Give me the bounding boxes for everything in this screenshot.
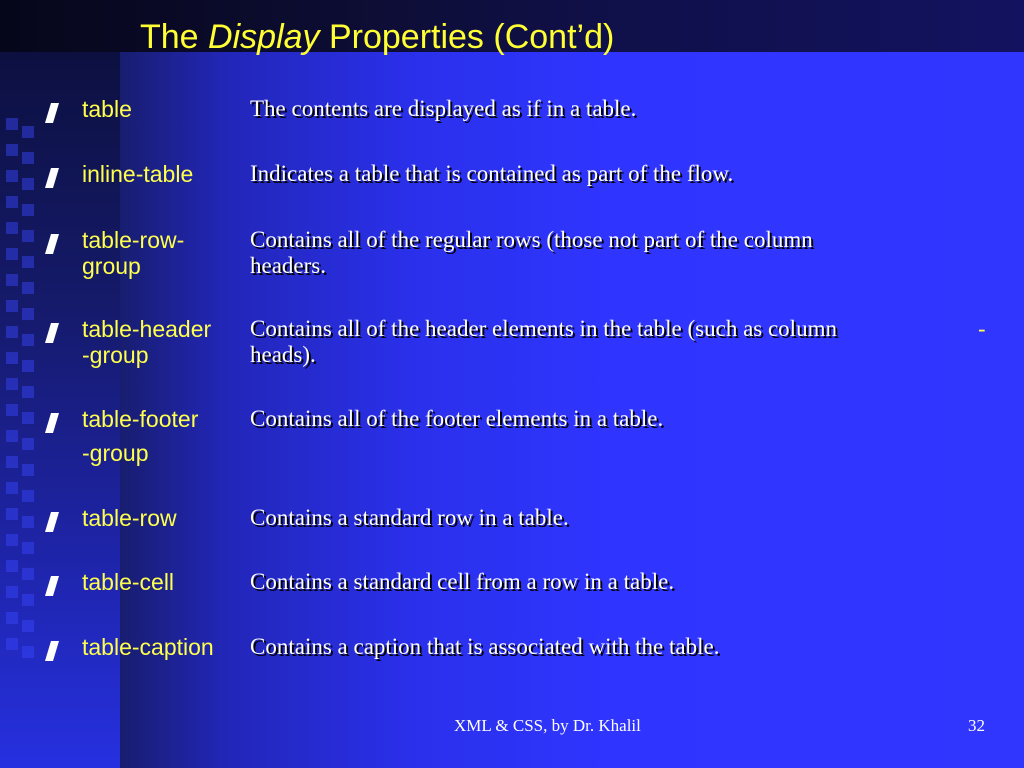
property-description: Contains all of the footer elements in a table. [250, 406, 664, 431]
slanted-bar-bullet-icon [44, 233, 62, 255]
page-number: 32 [968, 716, 985, 735]
property-description: Contains a standard cell from a row in a table. [250, 569, 675, 594]
property-term: table-footer -group [82, 406, 199, 466]
property-term: table-cell [82, 569, 175, 595]
property-term: table-row- group [82, 227, 185, 279]
slanted-bar-bullet-icon [44, 640, 62, 662]
slanted-bar-bullet-icon [44, 575, 62, 597]
slanted-bar-bullet-icon [44, 167, 62, 189]
slanted-bar-bullet-icon [44, 322, 62, 344]
slide-footer: XML & CSS, by Dr. Khalil [454, 716, 641, 735]
title-text-italic: Display [208, 18, 320, 56]
title-text-start: The [140, 18, 209, 56]
property-term: table-caption [82, 634, 214, 660]
property-term: table-header -group [82, 316, 212, 368]
property-term: table [82, 96, 132, 122]
property-description: Indicates a table that is contained as part of the flow. [250, 161, 734, 186]
slide-title [140, 18, 614, 57]
property-description: Contains a caption that is associated with the table. [250, 634, 720, 659]
property-description: Contains all of the header elements in the table (such as column heads). [250, 316, 837, 367]
property-term: inline-table [82, 161, 194, 187]
slanted-bar-bullet-icon [44, 102, 62, 124]
property-description: Contains a standard row in a table. [250, 505, 569, 530]
decorative-square-pattern [6, 118, 38, 678]
property-term: table-row [82, 505, 177, 531]
property-description: The contents are displayed as if in a table. [250, 96, 637, 121]
trailing-dash: - [978, 316, 986, 342]
title-text-end: Properties (Cont’d) [319, 18, 615, 56]
property-description: Contains all of the regular rows (those not part of the column headers. [250, 227, 813, 278]
slanted-bar-bullet-icon [44, 511, 62, 533]
slanted-bar-bullet-icon [44, 412, 62, 434]
